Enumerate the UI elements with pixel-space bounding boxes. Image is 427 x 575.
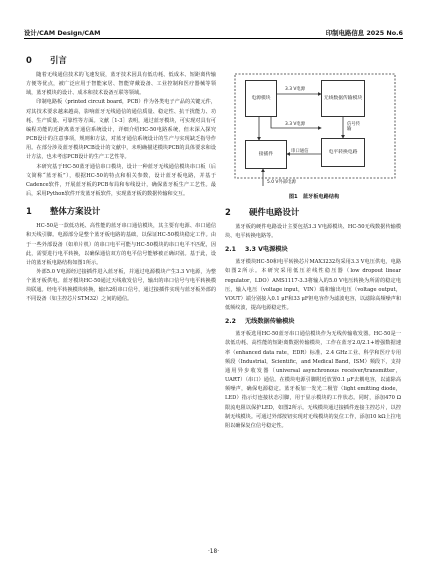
section-1-number: 1 <box>26 206 32 217</box>
section-2-heading <box>225 206 401 218</box>
label-serial: 串口通信 <box>291 149 309 154</box>
connector-block: 接插件 <box>245 140 287 169</box>
subsection-2-2-number: 2.2 <box>225 318 236 326</box>
page-number: ·18· <box>207 549 220 555</box>
figure-1-block-diagram <box>229 72 399 200</box>
section-1-title: 整体方案设计 <box>50 206 101 217</box>
figure-1-caption: 图1 蓝牙板电路结构 <box>288 194 340 200</box>
wireless-module-block: 无线数据传输模块 <box>321 80 365 117</box>
section-2-number: 2 <box>225 207 231 217</box>
intro-paragraph-3: 本研究基于HC-50蓝牙通信串口模块，设计一种蓝牙无线通信模块串口板（后文简称“蓝牙板”），根据HC-50的特点和相关参数，设计蓝牙板电路，并基于Cadence软件，开展蓝牙板的PCB布局和布线设计，确保蓝牙板生产工艺性。最后，采用Python软件开发蓝牙板软件，实现蓝牙板的数据传输和交互。 <box>26 163 216 198</box>
wireless-module-paragraph: 蓝牙板选用HC-50蓝牙串口通信模块作为无线传输收发器。HC-50是一款低功耗、高性能的短距离数据传输模块，工作在蓝牙2.0/2.1+增强数据速率（enhanced data rate，EDR）标准、2.4 GHz工业、科学和医疗专用频段（Industrial，Scientific，and Medical Band，ISM）频段下，支持通用异步收发器（universal asynchronous receiver/transmitter，UART）（串口）通信。在模块电源引脚附近放置0.1 μF去耦电容，以滤除高频噪声，确保电源稳定。蓝牙板加一发光二极管（light emitting diode，LED）指示灯连接状态引脚，用于显示模块的工作状态。同时，添加470 Ω限流电阻以保护LED，如图2所示。无线模块通过接插件连接主控芯片，以控制无线模块。可通过外部按钮实现对无线模块的复位工作，添加10 kΩ上拉电阻以确保复位信号稳定性。 <box>225 331 401 429</box>
subsection-2-2-heading <box>225 317 401 327</box>
left-column <box>26 52 216 305</box>
section-0-number: 0 <box>26 55 32 65</box>
subsection-2-1-number: 2.1 <box>225 246 236 254</box>
header-journal-section: 设计/CAM Design/CAM <box>24 29 101 37</box>
section-0-title: 引言 <box>50 55 67 65</box>
intro-paragraph-1: 随着无线通信技术的飞速发展，蓝牙技术因具有低功耗、低成本、短距离传输方便等优点，被广泛应用于智能家居、智能穿戴设备、工业控制和医疗器械等领域，蓝牙模块的设计、成本和技术设备互联等领域。 <box>26 72 216 97</box>
subsection-2-1-title: 3.3 V电源模块 <box>245 246 288 254</box>
design-paragraph-2: 外部5.0 V电源经过接插件进入蓝牙板，并通过电源模块产生3.3 V电源，为整个蓝牙板供电。蓝牙模块HC-50通过天线收发信号，输出的串口信号与电平转换模块联通。经电平转换模块转换，输出2组串口信号，通过接插件实现与蓝牙板外部的不同设备（如主控芯片STM32）之间的通信。 <box>26 268 216 303</box>
subsection-2-2-title: 无线数据传输模块 <box>245 318 295 326</box>
level-shifter-block: 电平转换电路 <box>321 138 365 167</box>
section-1-heading <box>26 205 216 217</box>
section-2-title: 硬件电路设计 <box>249 207 300 217</box>
running-header <box>24 26 403 40</box>
section-0-heading <box>26 54 216 66</box>
hardware-paragraph: 蓝牙板的硬件电路设计主要包括3.3 V电源模块、HC-50无线数据传输模块、电平转换电路等。 <box>225 224 401 240</box>
power-module-paragraph: 蓝牙模块HC-50和电平转换芯片MAX3232均采用3.3 V电压供电，电路如图2所示。本研究采用低压差线性稳压器（low dropout linear regulator，LDO）AMS1117-3.3将输入的5.0 V电压转换为所需的稳定电压，输入电压（voltage input，VIN）端和输出电压（voltage output，VOUT）端分别接入0.1 μF和33 μF钽电容作为滤波电容，以滤除高频噪声和低频纹波，提高电源稳定性。 <box>225 259 401 312</box>
label-3v3-top: 3.3 V电源 <box>285 87 306 92</box>
right-column <box>225 204 401 431</box>
label-3v3-mid: 3.3 V电源 <box>285 122 306 127</box>
label-5v-external: 5.0 V外部电源 <box>267 180 296 185</box>
design-paragraph-1: HC-50是一款低功耗、高性能的蓝牙串口通信模块，其主要有电源、串口通信和天线引脚。电源部分是整个蓝牙板电路的基础，以保证HC-50模块稳定工作。由于一些外部设备（如单片机）的串口电平可能与HC-50模块的串口电平不匹配，因此，需要进行电平转换，以确保通信双方的电平信号能够被正确识别。基于此，设计的蓝牙板电路结构如图1所示。 <box>26 223 216 266</box>
header-journal-issue: 印制电路信息 2025 No.6 <box>325 29 403 37</box>
label-signal: 信号传输 <box>347 122 361 133</box>
power-module-block: 电源模块 <box>245 80 277 117</box>
header-rule <box>24 38 403 39</box>
subsection-2-1-heading <box>225 245 401 255</box>
intro-paragraph-2: 印制电路板（printed circuit board，PCB）作为各类电子产品的关键元件，对其技术要求越来越高，影响蓝牙无线通信的通信质量、稳定性、抗干扰能力、功耗、生产质量、可靠性等方面。文献［1-3］表明，通过蓝牙模块，可实现对具有可编程功能的近距离蓝牙通信系统设计，详细介绍HC-50电路系统，但未深入探究PCB设计的注意事项，规则和方法，对蓝牙通信系统设计的生产与实现缺乏指导作用。在部分涉及蓝牙模块PCB设计的文献中，未明确描述模块PCB的具体要求和设计方法，也未考虑PCB设计的生产工艺性等。 <box>26 99 216 161</box>
